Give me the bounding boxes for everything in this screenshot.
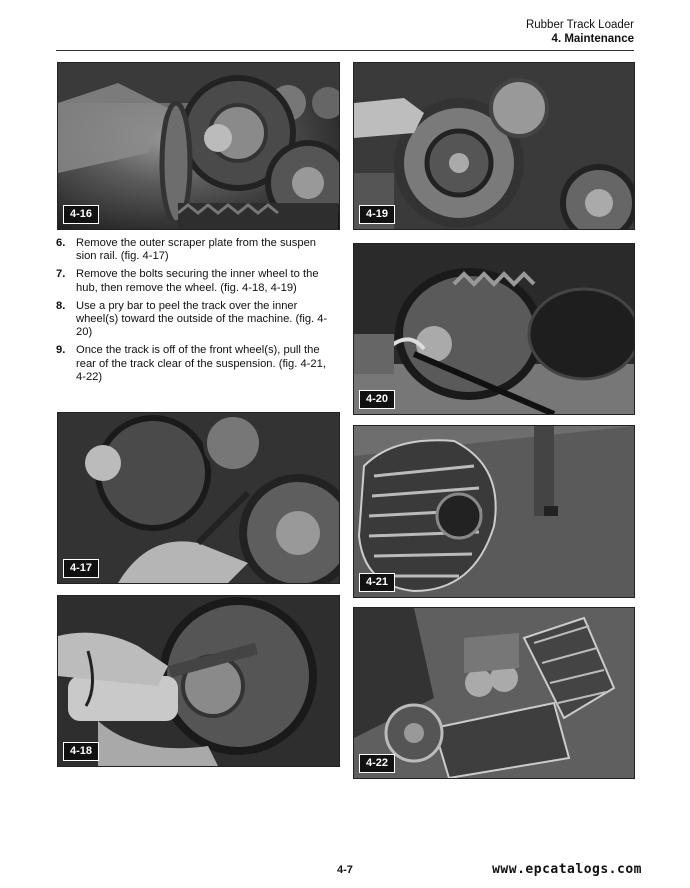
step-item — [56, 300, 338, 340]
step-number: 7. — [56, 268, 66, 281]
figure-label: 4-16 — [63, 205, 99, 224]
figure-label: 4-20 — [359, 390, 395, 409]
step-number: 9. — [56, 344, 66, 357]
header-section: 4. Maintenance — [551, 33, 634, 45]
step-item — [56, 237, 338, 263]
instruction-steps — [56, 237, 338, 389]
step-text: Once the track is off of the front wheel(s), pull the rear of the track clear of the suspension. (fig. 4-21, 4-22) — [76, 344, 326, 383]
photo-4-18 — [57, 595, 340, 767]
step-number: 6. — [56, 237, 66, 249]
figure-label: 4-19 — [359, 205, 395, 224]
website-watermark: www.epcatalogs.com — [492, 862, 642, 877]
figure-label: 4-22 — [359, 754, 395, 773]
step-text: Use a pry bar to peel the track over the inner wheel(s) toward the outside of the machine. (fig. 4-20) — [76, 299, 328, 339]
figure-label: 4-17 — [63, 559, 99, 578]
figure-label: 4-21 — [359, 573, 395, 592]
header-title: Rubber Track Loader — [525, 19, 634, 31]
figure-label: 4-18 — [63, 742, 99, 761]
photo-4-19 — [353, 62, 635, 230]
photo-4-17 — [57, 412, 340, 584]
photo-4-16 — [57, 62, 340, 230]
page-number: 4-7 — [337, 864, 353, 876]
page-header — [526, 18, 634, 46]
header-rule — [56, 50, 634, 51]
photo-4-20 — [353, 243, 635, 415]
step-text: Remove the bolts securing the inner wheel to the hub, then remove the wheel. (fig. 4-18, 4-19) — [76, 268, 319, 294]
step-number: 8. — [56, 299, 66, 312]
step-item — [56, 344, 338, 384]
step-text: Remove the outer scraper plate from the suspen sion rail. (fig. 4-17) — [76, 237, 317, 263]
photo-4-21 — [353, 425, 635, 598]
step-item — [56, 268, 338, 294]
photo-4-22 — [353, 607, 635, 779]
